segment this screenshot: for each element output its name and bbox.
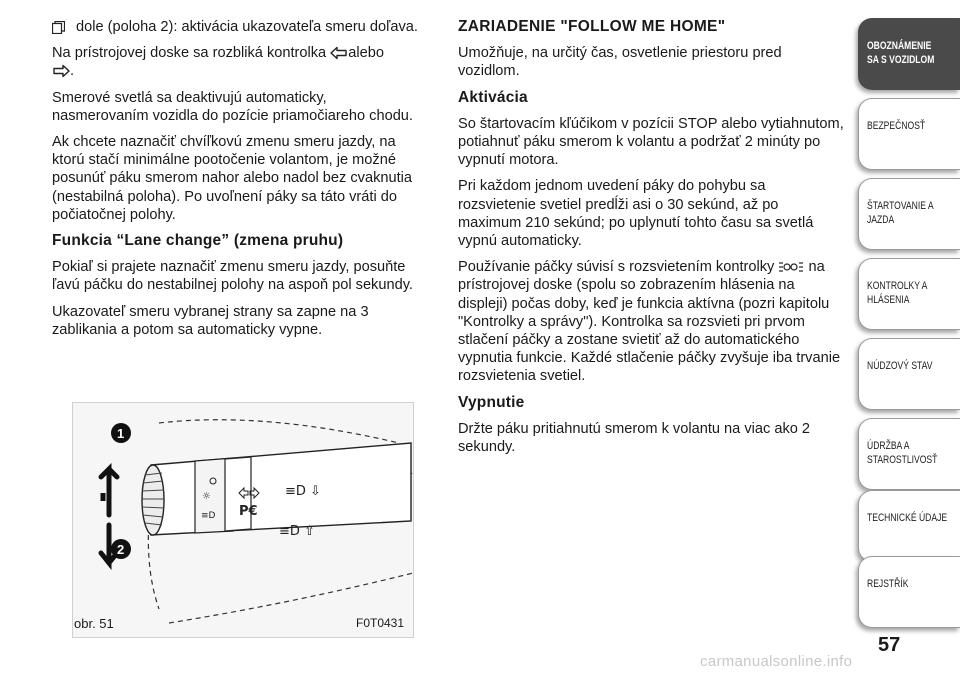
figure-code: F0T0431 bbox=[356, 616, 405, 630]
tab-label-line1: ÚDRŽBA A bbox=[867, 440, 910, 452]
tab-startovanie[interactable] bbox=[858, 178, 960, 250]
activation-3-text-a: Používanie páčky súvisí s rozsvietením kontrolky bbox=[458, 259, 775, 276]
tab-label-line1: KONTROLKY A bbox=[867, 280, 928, 292]
tab-kontrolky[interactable] bbox=[858, 258, 960, 330]
follow-me-home-icon bbox=[778, 260, 804, 274]
left-column bbox=[52, 18, 422, 347]
tab-label-line1: REJSTŘÍK bbox=[867, 578, 909, 590]
deactivation-heading: Vypnutie bbox=[458, 393, 525, 411]
indicator-text-b: alebo bbox=[348, 45, 384, 62]
lane-change-heading: Funkcia “Lane change” (zmena pruhu) bbox=[52, 232, 344, 250]
tab-label-line1: NÚDZOVÝ STAV bbox=[867, 360, 933, 372]
indicator-text-a: Na prístrojovej doske sa rozbliká kontrolka bbox=[52, 45, 327, 62]
tab-label-line2: JAZDA bbox=[867, 214, 895, 226]
checkbox-bullet-icon bbox=[52, 21, 65, 34]
tab-label-line1: TECHNICKÉ ÚDAJE bbox=[867, 512, 948, 524]
tab-udrzba[interactable] bbox=[858, 418, 960, 490]
watermark: carmanualsonline.info bbox=[700, 653, 853, 670]
right-column bbox=[458, 18, 844, 464]
svg-text:P€: P€ bbox=[239, 504, 258, 519]
svg-text:≡D ⇧: ≡D ⇧ bbox=[279, 524, 315, 539]
bullet-item bbox=[52, 18, 422, 36]
paragraph-auto-deactivate: Smerové svetlá sa deaktivujú automaticky, nasmerovaním vozidla do pozície priamočiareho chodu. bbox=[52, 89, 413, 124]
turn-right-arrow-icon bbox=[52, 64, 70, 78]
svg-text:☼: ☼ bbox=[202, 491, 211, 502]
tab-label-line1: OBOZNÁMENIE bbox=[867, 40, 932, 52]
paragraph-activation-3 bbox=[458, 258, 844, 385]
figure-caption: obr. 51 bbox=[74, 616, 114, 631]
paragraph-deactivation: Držte páku pritiahnutú smerom k volantu na viac ako 2 sekundy. bbox=[458, 420, 811, 456]
tab-label-line1: BEZPEČNOSŤ bbox=[867, 120, 926, 132]
section-title: ZARIADENIE "FOLLOW ME HOME" bbox=[458, 18, 726, 35]
paragraph-blink-three: Ukazovateľ smeru vybranej strany sa zapne na 3 zablikania a potom sa automaticky vypne. bbox=[52, 303, 369, 338]
tab-oboznamenie[interactable] bbox=[858, 18, 960, 90]
page-number: 57 bbox=[878, 634, 901, 656]
paragraph-activation-2: Pri každom jednom uvedení páky do pohybu sa rozsvietenie svetiel predĺži asi o 30 sekúnd, až po maximum 210 sekúnd; po uplynutí tohto času sa svetlá vypnú automaticky. bbox=[458, 178, 814, 250]
paragraph-activation-1: So štartovacím kľúčikom v pozícii STOP alebo vytiahnutom, potiahnuť páku smerom k volantu a podržať 2 minúty po vypnutí motora. bbox=[458, 115, 844, 169]
svg-text:≡D ⇩: ≡D ⇩ bbox=[285, 484, 321, 499]
tab-bezpecnost[interactable] bbox=[858, 98, 960, 170]
turn-left-arrow-icon bbox=[330, 46, 348, 60]
stalk-drawing bbox=[73, 403, 415, 639]
activation-heading: Aktivácia bbox=[458, 88, 528, 106]
tab-label-line2: HLÁSENIA bbox=[867, 294, 910, 306]
tab-label-line2: STAROSTLIVOSŤ bbox=[867, 454, 938, 466]
lever-illustration bbox=[72, 402, 414, 638]
paragraph-intro: Umožňuje, na určitý čas, osvetlenie priestoru pred vozidlom. bbox=[458, 45, 782, 80]
callout-2-label: 2 bbox=[117, 542, 125, 557]
paragraph-momentary: Ak chcete naznačiť chvíľkovú zmenu smeru jazdy, na ktorú stačí minimálne pootočenie volantom, je možné posunúť páku smerom nahor alebo nadol bez cvaknutia (nestabilná poloha). Po uvoľnení páky sa táto vráti do počiatočnej polohy. bbox=[52, 134, 413, 223]
tab-rejstrik[interactable] bbox=[858, 556, 960, 628]
tab-label-line1: ŠTARTOVANIE A bbox=[867, 200, 934, 212]
callout-1-label: 1 bbox=[117, 426, 125, 441]
paragraph-lane-change: Pokiaľ si prajete naznačiť zmenu smeru jazdy, posuňte ľavú páčku do nestabilnej polohy na aspoň pol sekundy. bbox=[52, 259, 413, 294]
activation-3-text-b: na prístrojovej doske (spolu so zobrazením hlásenia na displeji) počas doby, keď je funkcia aktívna (pozri kapitolu "Kontrolky a správy"). Kontrolka sa rozsvieti pri prvom stlačení páčky a zostane svietiť až do automatického vypnutia funkcie. Každé stlačenie páčky zvyšuje iba trvanie rozsvietenia svetiel. bbox=[458, 259, 841, 385]
tab-label-line2: SA S VOZIDLOM bbox=[867, 54, 935, 66]
tab-technicke-udaje[interactable] bbox=[858, 490, 960, 562]
bullet-text: dole (poloha 2): aktivácia ukazovateľa smeru doľava. bbox=[76, 19, 418, 35]
svg-text:≡D: ≡D bbox=[201, 511, 216, 521]
tab-nudzovy-stav[interactable] bbox=[858, 338, 960, 410]
indicator-text-c: . bbox=[70, 63, 75, 80]
indicator-paragraph bbox=[52, 44, 422, 80]
